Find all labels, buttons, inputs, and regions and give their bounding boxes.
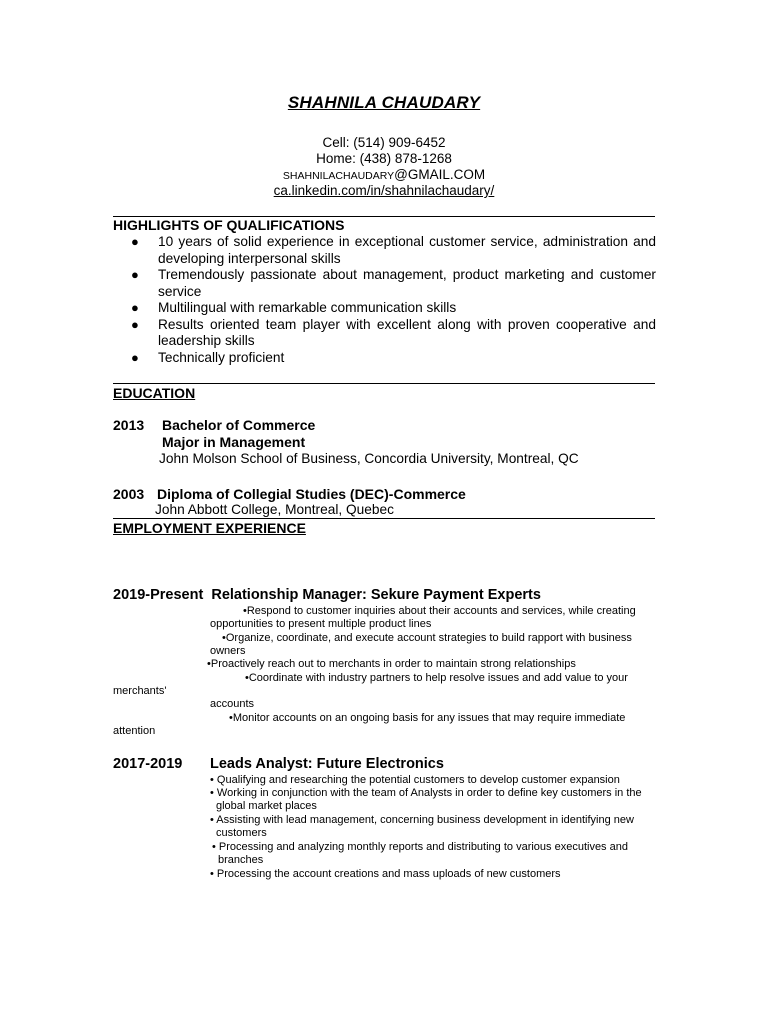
- email-address[interactable]: [0, 167, 768, 182]
- job-duty: •Coordinate with industry partners to help resolve issues and add value to your: [245, 672, 628, 684]
- job-duty: • Assisting with lead management, concerning business development in identifying new: [210, 814, 634, 826]
- education-year: 2003: [113, 486, 145, 502]
- job-title: Leads Analyst: Future Electronics: [210, 756, 444, 772]
- education-school: John Molson School of Business, Concordia University, Montreal, QC: [159, 451, 579, 466]
- job-duty: •Respond to customer inquiries about their accounts and services, while creating: [243, 605, 636, 617]
- education-year: 2013: [113, 417, 145, 433]
- bullet-icon: ●: [131, 349, 139, 365]
- job-duty: •Organize, coordinate, and execute account strategies to build rapport with business: [222, 632, 632, 644]
- education-major: Major in Management: [162, 434, 306, 450]
- home-phone: Home: (438) 878-1268: [316, 151, 452, 166]
- job-years: 2017-2019: [113, 756, 183, 772]
- education-heading: EDUCATION: [113, 385, 196, 401]
- job-duty: •Monitor accounts on an ongoing basis for any issues that may require immediate: [229, 712, 626, 724]
- job-duty: • Qualifying and researching the potential customers to develop customer expansion: [210, 774, 620, 786]
- education-degree: Diploma of Collegial Studies (DEC)-Commerce: [157, 486, 466, 502]
- bullet-icon: ●: [131, 300, 139, 315]
- linkedin-link[interactable]: ca.linkedin.com/in/shahnilachaudary/: [273, 183, 495, 198]
- cell-phone: Cell: (514) 909-6452: [322, 135, 446, 150]
- email-user: SHAHNILACHAUDARY: [282, 170, 395, 182]
- job-years: 2019-Present: [113, 587, 204, 603]
- job-header: [113, 756, 182, 772]
- highlights-list: [131, 234, 656, 366]
- education-school: John Abbott College, Montreal, Quebec: [155, 502, 394, 517]
- job-duty: • Processing the account creations and mass uploads of new customers: [210, 868, 561, 880]
- job-duty: attention: [113, 725, 156, 737]
- job-duty: • Working in conjunction with the team of Analysts in order to define key customers in the: [210, 787, 642, 799]
- email-domain: @GMAIL.COM: [394, 167, 486, 182]
- list-item: ● 10 years of solid experience in exceptional customer service, administration and developing interpersonal skills: [131, 234, 656, 266]
- list-item: ● Results oriented team player with excellent along with proven cooperative and leadership skills: [131, 316, 656, 348]
- list-item: ● Multilingual with remarkable communication skills: [131, 300, 457, 315]
- job-duty: merchants': [113, 685, 167, 697]
- education-degree: Bachelor of Commerce: [162, 417, 316, 433]
- job-duty: global market places: [216, 800, 317, 812]
- list-item: ● Tremendously passionate about management, product marketing and customer service: [131, 267, 656, 299]
- section-divider: [113, 383, 655, 384]
- bullet-icon: ●: [131, 267, 139, 282]
- job-duty: owners: [210, 645, 246, 657]
- bullet-icon: ●: [131, 234, 139, 249]
- job-duty: • Processing and analyzing monthly reports and distributing to various executives and: [212, 841, 628, 853]
- bullet-icon: ●: [131, 316, 139, 332]
- job-duty: branches: [218, 854, 264, 866]
- job-title: Relationship Manager: Sekure Payment Experts: [211, 587, 541, 603]
- employment-heading: EMPLOYMENT EXPERIENCE: [113, 520, 306, 536]
- section-divider: [113, 518, 655, 519]
- job-duty: opportunities to present multiple product lines: [210, 618, 432, 630]
- job-header: [113, 587, 541, 603]
- list-item: ● Technically proficient: [131, 349, 285, 365]
- job-duty: customers: [216, 827, 267, 839]
- job-duty: accounts: [210, 698, 255, 710]
- job-duty: •Proactively reach out to merchants in order to maintain strong relationships: [207, 658, 576, 670]
- resume-name: SHAHNILA CHAUDARY: [287, 93, 481, 112]
- highlights-heading: HIGHLIGHTS OF QUALIFICATIONS: [113, 217, 345, 233]
